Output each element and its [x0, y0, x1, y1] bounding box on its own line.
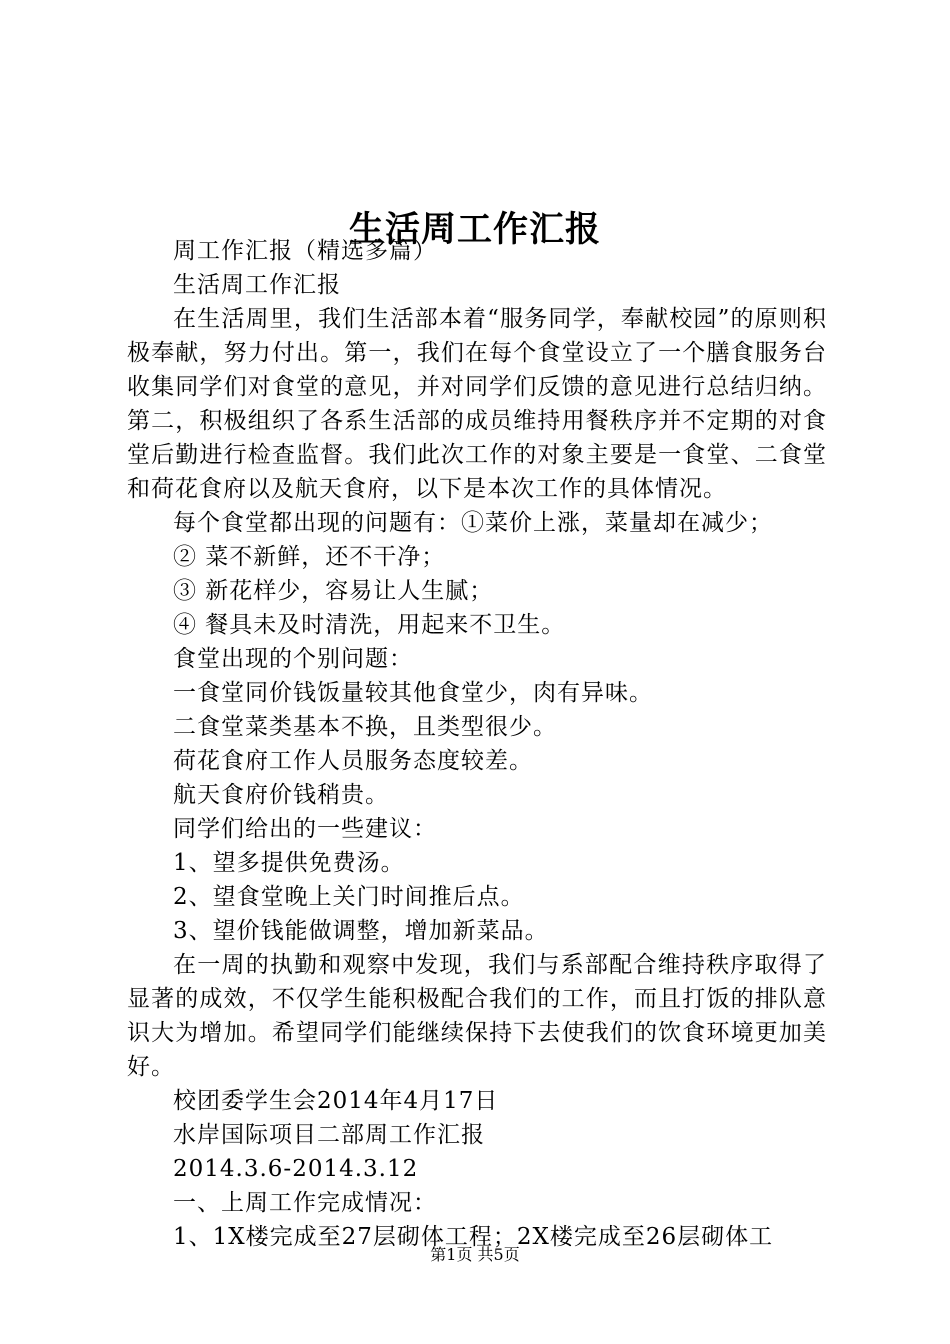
paragraph-last-week-heading: 一、上周工作完成情况：	[173, 1190, 437, 1216]
paragraph-suggestions-heading: 同学们给出的一些建议：	[173, 816, 437, 842]
page-number-footer: 第1页 共5页	[430, 1245, 520, 1264]
paragraph-canteen-2: 二食堂菜类基本不换，且类型很少。	[173, 714, 557, 740]
paragraph-problem-4: ④ 餐具未及时清洗，用起来不卫生。	[173, 612, 566, 638]
paragraph-conclusion: 在一周的执勤和观察中发现，我们与系部配合维持秩序取得了显著的成效，不仅学生能积极配合我们的工作，而且打饭的排队意识大为增加。希望同学们能继续保持下去使我们的饮食环境更加美好。	[127, 952, 827, 1080]
paragraph-section-title: 生活周工作汇报	[173, 272, 341, 298]
paragraph-subtitle: 周工作汇报（精选多篇）	[173, 238, 437, 264]
paragraph-canteen-1: 一食堂同价钱饭量较其他食堂少，肉有异味。	[173, 680, 653, 706]
paragraph-lotus-canteen: 荷花食府工作人员服务态度较差。	[173, 748, 533, 774]
paragraph-common-problems: 每个食堂都出现的问题有：①菜价上涨，菜量却在减少；	[173, 510, 773, 536]
paragraph-individual-problems-heading: 食堂出现的个别问题：	[173, 646, 413, 672]
paragraph-project-title: 水岸国际项目二部周工作汇报	[173, 1122, 485, 1148]
paragraph-aerospace-canteen: 航天食府价钱稍贵。	[173, 782, 389, 808]
paragraph-date-range: 2014.3.6-2014.3.12	[173, 1156, 419, 1182]
document-title: 生活周工作汇报	[348, 209, 601, 251]
paragraph-signature-date: 校团委学生会2014年4月17日	[173, 1088, 499, 1114]
document-body	[127, 234, 827, 1254]
paragraph-problem-2: ② 菜不新鲜，还不干净；	[173, 544, 446, 570]
paragraph-intro: 在生活周里，我们生活部本着“服务同学，奉献校园”的原则积极奉献，努力付出。第一，我们在每个食堂设立了一个膳食服务台收集同学们对食堂的意见，并对同学们反馈的意见进行总结归纳。第二，积极组织了各系生活部的成员维持用餐秩序并不定期的对食堂后勤进行检查监督。我们此次工作的对象主要是一食堂、二食堂和荷花食府以及航天食府，以下是本次工作的具体情况。	[127, 306, 827, 502]
paragraph-suggestion-1: 1、望多提供免费汤。	[173, 850, 405, 876]
paragraph-suggestion-3: 3、望价钱能做调整，增加新菜品。	[173, 918, 549, 944]
paragraph-last-week-item-1: 1、1X楼完成至27层砌体工程；2X楼完成至26层砌体工	[173, 1224, 774, 1250]
paragraph-problem-3: ③ 新花样少，容易让人生腻；	[173, 578, 494, 604]
paragraph-suggestion-2: 2、望食堂晚上关门时间推后点。	[173, 884, 525, 910]
